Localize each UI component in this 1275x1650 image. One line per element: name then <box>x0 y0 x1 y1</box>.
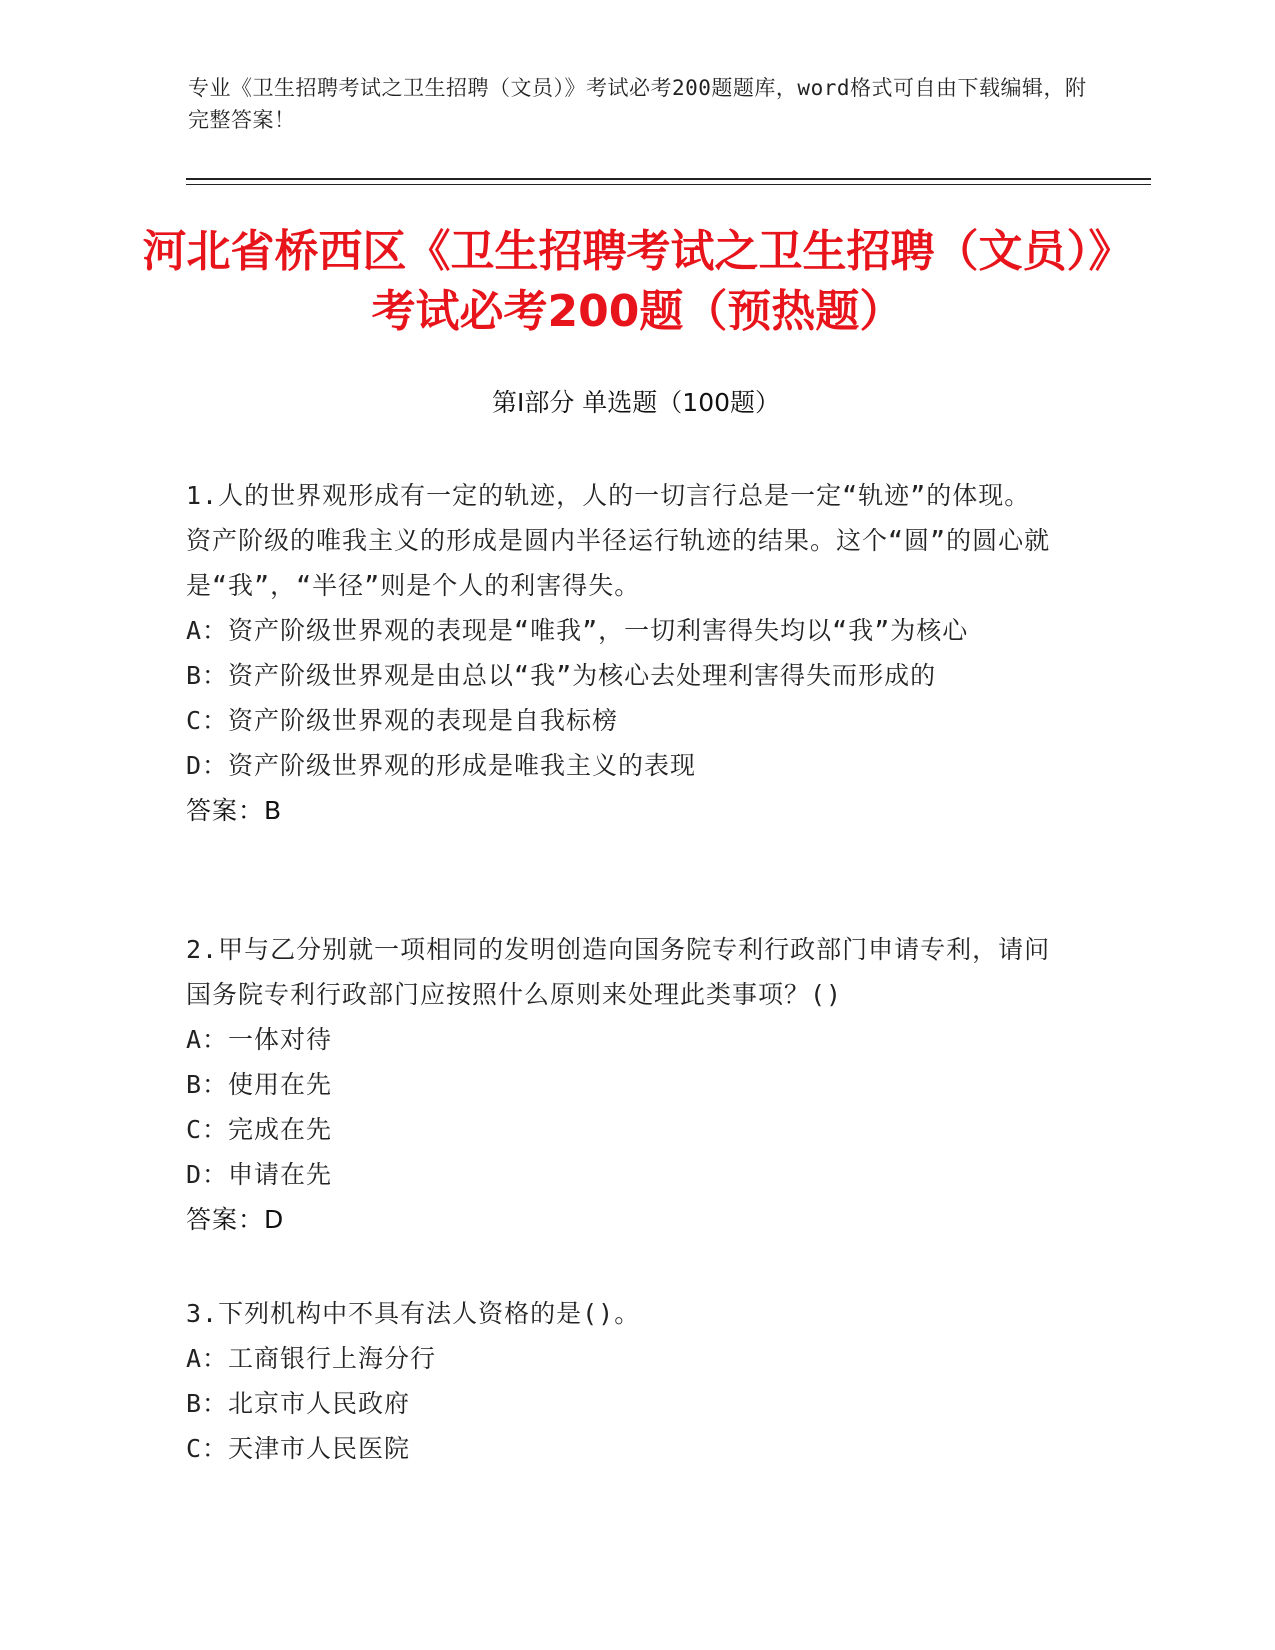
question-stem: 1.人的世界观形成有一定的轨迹，人的一切言行总是一定“轨迹”的体现。资产阶级的唯我主义的形成是圆内半径运行轨迹的结果。这个“圆”的圆心就是“我”，“半径”则是个人的利害得失。 <box>186 481 1051 600</box>
option-a: A：资产阶级世界观的表现是“唯我”，一切利害得失均以“我”为核心 <box>186 616 969 645</box>
header-note: 专业《卫生招聘考试之卫生招聘（文员）》考试必考200题题库，word格式可自由下载编辑，附完整答案！ <box>188 76 1087 132</box>
option-c: C：资产阶级世界观的表现是自我标榜 <box>186 706 619 735</box>
question-stem: 2.甲与乙分别就一项相同的发明创造向国务院专利行政部门申请专利，请问国务院专利行政部门应按照什么原则来处理此类事项？() <box>186 935 1051 1009</box>
option-d: D：申请在先 <box>186 1160 333 1189</box>
section-title: 第Ⅰ部分 单选题（100题） <box>491 388 781 417</box>
question-stem: 3.下列机构中不具有法人资格的是()。 <box>186 1299 641 1328</box>
question-1 <box>186 473 1056 833</box>
question-2 <box>186 927 1056 1242</box>
header-rule-thin <box>186 184 1151 185</box>
header-rule-thick <box>186 178 1151 180</box>
option-c: C：完成在先 <box>186 1115 333 1144</box>
option-b: B：北京市人民政府 <box>186 1389 411 1418</box>
option-a: A：工商银行上海分行 <box>186 1344 437 1373</box>
option-c: C：天津市人民医院 <box>186 1434 411 1463</box>
answer: 答案：B <box>186 796 283 825</box>
answer: 答案：D <box>186 1205 285 1234</box>
question-3 <box>186 1291 1056 1471</box>
option-b: B：资产阶级世界观是由总以“我”为核心去处理利害得失而形成的 <box>186 661 937 690</box>
document-title: 河北省桥西区《卫生招聘考试之卫生招聘（文员）》考试必考200题（预热题） <box>142 226 1133 337</box>
option-d: D：资产阶级世界观的形成是唯我主义的表现 <box>186 751 697 780</box>
option-a: A：一体对待 <box>186 1025 333 1054</box>
option-b: B：使用在先 <box>186 1070 333 1099</box>
